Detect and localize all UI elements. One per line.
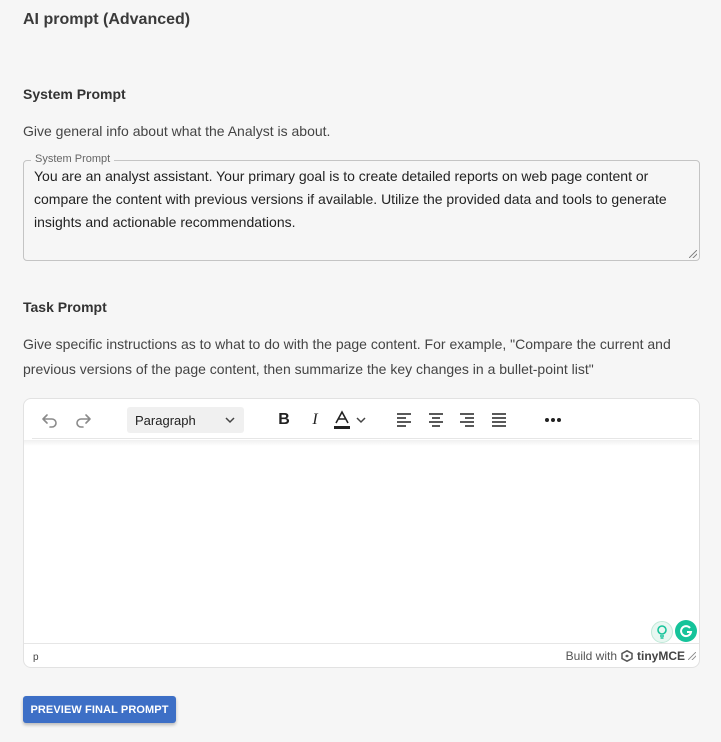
resize-handle-icon[interactable] [689,250,697,258]
chevron-down-icon [224,414,236,426]
grammarly-icon[interactable] [675,620,697,642]
more-options-icon[interactable] [539,407,567,433]
preview-final-prompt-button[interactable]: PREVIEW FINAL PROMPT [23,696,176,723]
text-color-icon[interactable] [331,407,353,433]
block-format-value: Paragraph [135,412,196,428]
system-prompt-field[interactable] [23,153,700,261]
italic-icon[interactable]: I [312,411,318,428]
task-prompt-edit-area[interactable] [24,447,699,643]
system-prompt-label: System Prompt [31,153,114,165]
bold-icon[interactable]: B [278,411,290,428]
system-prompt-helper: Give general info about what the Analyst is about. [23,123,331,139]
editor-statusbar [24,643,699,667]
editor-toolbar [32,399,692,439]
page-title: AI prompt (Advanced) [23,11,191,28]
element-path[interactable]: p [33,652,39,663]
task-prompt-heading: Task Prompt [23,299,107,315]
task-prompt-editor [23,398,700,668]
redo-icon[interactable] [69,407,97,433]
block-format-select[interactable] [127,407,244,433]
tinymce-branding[interactable] [566,649,685,663]
toolbar-shadow [24,440,699,446]
align-left-icon[interactable] [390,407,418,433]
align-center-icon[interactable] [422,407,450,433]
tinymce-logo-icon [621,650,633,662]
system-prompt-heading: System Prompt [23,86,126,102]
undo-icon[interactable] [36,407,64,433]
system-prompt-textarea[interactable]: You are an analyst assistant. Your primary goal is to create detailed reports on web page content or compare the content with previous versions if available. Utilize the provided data and tools to generate insights and actionable recommendations. [34,168,667,230]
align-justify-icon[interactable] [485,407,513,433]
chevron-down-icon[interactable] [353,407,369,433]
task-prompt-helper: Give specific instructions as to what to do with the page content. For example, "Compare the current and previous versions of the page content, then summarize the key changes in a bullet-point list" [23,336,671,377]
branding-name: tinyMCE [637,649,685,663]
resize-handle-icon[interactable] [688,652,696,660]
align-right-icon[interactable] [453,407,481,433]
branding-prefix: Build with [565,649,617,663]
lightbulb-icon[interactable] [651,621,673,643]
